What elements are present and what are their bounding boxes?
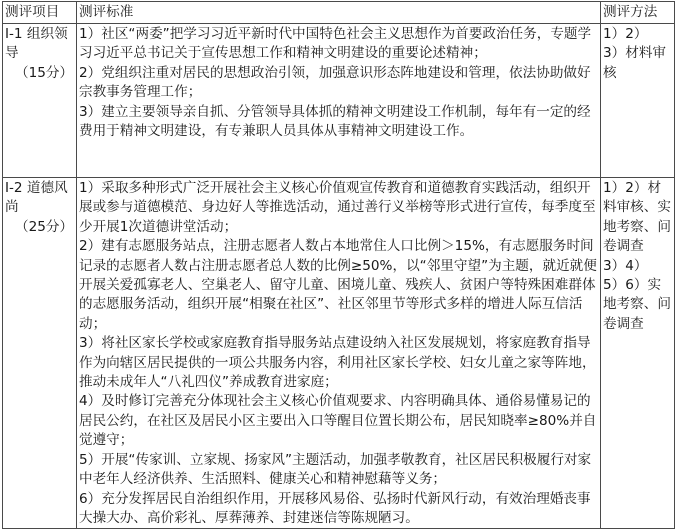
method-text: 3）材料审核	[603, 45, 667, 81]
method-text: 1）2）材料审核、实地考察、问卷调查	[603, 180, 671, 255]
method-text: 3）4）	[603, 257, 648, 274]
item-score: （25分）	[15, 218, 74, 235]
standard-text: 2）建有志愿服务站点，注册志愿者人数占本地常住人口比例＞15%，有志愿服务时间记录的志愿者人数占注册志愿者总人数的比例≥50%，以“邻里守望”为主题，就近就便开展关爱孤寡老人、空巢老人、留守儿童、困境儿童、残疾人、贫困户等特殊困难群体的志愿服务活动，组织开展“相聚在社区”、社区邻里节等形式多样的增进人际互信活动；	[79, 238, 597, 332]
item-cell	[3, 178, 77, 529]
item-name: I-2 道德风尚	[5, 180, 68, 216]
header-standard: 测评标准	[77, 2, 601, 24]
standard-cell	[77, 24, 601, 178]
header-method: 测评方法	[601, 2, 675, 24]
evaluation-table	[2, 1, 675, 529]
item-name: I-1 组织领导	[5, 26, 68, 62]
method-cell	[601, 178, 675, 529]
standard-text: 2）党组织注重对居民的思想政治引领，加强意识形态阵地建设和管理，依法协助做好宗教事务管理工作；	[79, 64, 591, 101]
method-text: 5）6）实地考察、问卷调查	[603, 277, 671, 332]
item-cell	[3, 24, 77, 178]
item-score: （15分）	[15, 64, 74, 81]
table-row	[3, 178, 675, 529]
method-cell	[601, 24, 675, 178]
method-text: 1）2）	[603, 26, 648, 42]
standard-text: 3）将社区家长学校或家庭教育指导服务站点建设纳入社区发展规划，将家庭教育指导作为向辖区居民提供的一项公共服务内容，利用社区家长学校、妇女儿童之家等阵地，推动未成年人“八礼四仪”养成教育进家庭；	[79, 335, 596, 391]
standard-text: 6）充分发挥居民自治组织作用，开展移风易俗、弘扬时代新风行动，有效治理婚丧事大操大办、高价彩礼、厚葬薄养、封建迷信等陈规陋习。	[79, 490, 591, 526]
standard-text: 3）建立主要领导亲自抓、分管领导具体抓的精神文明建设工作机制，每年有一定的经费用于精神文明建设，有专兼职人员具体从事精神文明建设工作。	[79, 103, 591, 140]
header-row	[3, 2, 675, 24]
header-item: 测评项目	[3, 2, 77, 24]
standard-text: 5）开展“传家训、立家规、扬家风”主题活动，加强孝敬教育，社区居民积极履行对家中老年人经济供养、生活照料、健康关心和精神慰藉等义务；	[79, 451, 592, 488]
standard-cell	[77, 178, 601, 529]
table-row	[3, 24, 675, 178]
standard-text: 4）及时修订完善充分体现社会主义核心价值观要求、内容明确具体、通俗易懂易记的居民公约，在社区及居民小区主要出入口等醒目位置长期公布，居民知晓率≥80%并自觉遵守；	[79, 393, 597, 449]
standard-text: 1）社区“两委”把学习习近平新时代中国特色社会主义思想作为首要政治任务，专题学习习近平总书记关于宣传思想工作和精神文明建设的重要论述精神；	[79, 26, 592, 62]
standard-text: 1）采取多种形式广泛开展社会主义核心价值观宣传教育和道德教育实践活动，组织开展或参与道德模范、身边好人等推选活动，通过善行义举榜等形式进行宣传，每季度至少开展1次道德讲堂活动；	[79, 180, 596, 235]
